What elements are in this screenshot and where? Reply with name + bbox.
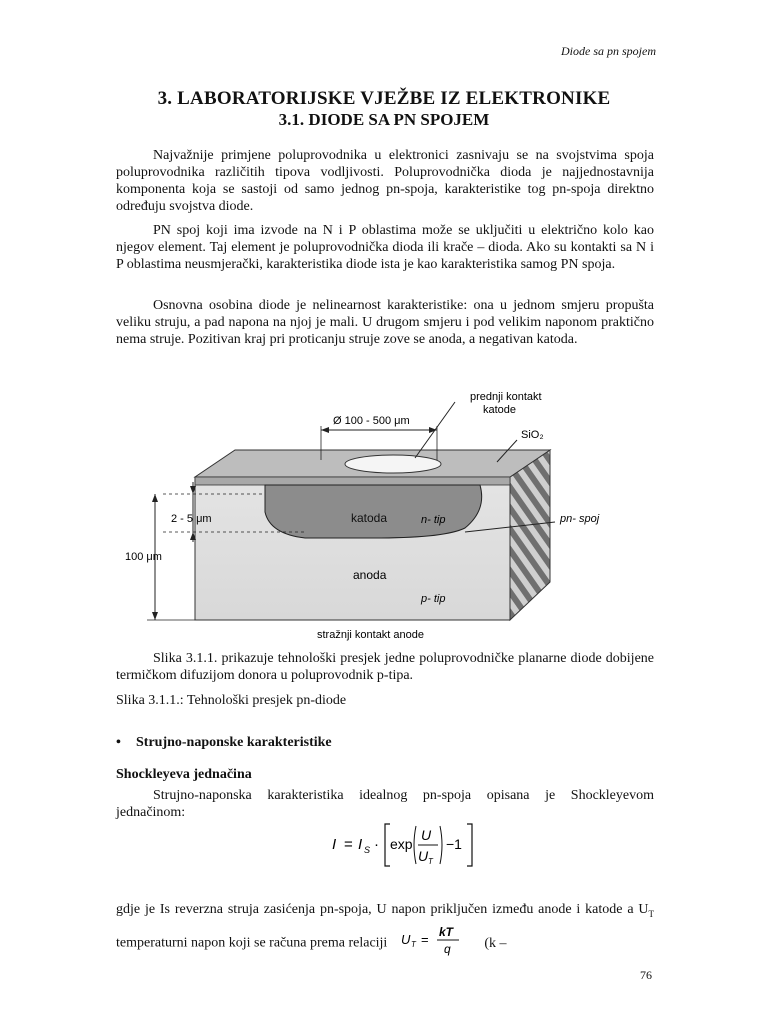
ut-relation: [399, 924, 471, 963]
eq-lhs: I: [332, 836, 337, 853]
label-p-tip: p- tip: [421, 593, 446, 605]
bullet-heading: [116, 735, 332, 751]
label-total-thickness: 100 μm: [125, 551, 162, 563]
rel-num: kT: [438, 924, 453, 939]
section-title: 3.1. DIODE SA PN SPOJEM: [278, 110, 490, 129]
label-katoda: katoda: [351, 511, 388, 525]
eq-is: I: [358, 836, 363, 853]
figure-description: Slika 3.1.1. prikazuje tehnološki presjek jedne poluprovodničke planarne diode dobijene termičkom difuzijom donora u poluprovodnik p-tipa.: [116, 651, 654, 683]
pn-diode-cross-section-figure: [125, 382, 600, 644]
label-depth: 2 - 5 μm: [171, 513, 212, 525]
paragraph-intro: Najvažnije primjene poluprovodnika u elektronici zasnivaju se na svojstvima spoja poluprovodnika različitih tipova vodljivosti. Poluprovodnička dioda je najjednostavnija komponenta koja se sastoji od samo jednog pn-spoja, karakteristike tog pn-spoja direktno određuju svojstva diode.: [116, 148, 654, 214]
closing-text-2: temperaturni napon koji se računa prema relaciji: [116, 935, 388, 951]
eq-ut: U: [418, 848, 429, 864]
shockley-heading: Shockleyeva jednačina: [116, 767, 252, 782]
eq-is-sub: S: [364, 845, 371, 855]
eq-equals: =: [344, 836, 353, 853]
paragraph-pn-spoj: PN spoj koji ima izvode na N i P oblastima može se uključiti u električno kolo kao njegov element. Taj element je poluprovodnička dioda ili krače – dioda. Ako su kontakti sa N i P oblastima neusmjerački, karakteristika diode ista je kao karakteristika samog PN spoja.: [116, 223, 654, 272]
shockley-paragraph: Strujno-naponska karakteristika idealnog pn-spoja opisana je Shockleyevom jednačinom:: [116, 788, 654, 820]
eq-u: U: [421, 827, 432, 843]
chapter-title: 3. LABORATORIJSKE VJEŽBE IZ ELEKTRONIKE: [157, 88, 611, 109]
eq-ut-sub: T: [428, 857, 433, 866]
closing-paragraph: [116, 900, 654, 963]
closing-text-1: gdje je Is reverzna struja zasićenja pn-spoja, U napon priključen između anode i katode a U: [116, 902, 649, 917]
rel-lhs: U: [400, 931, 411, 947]
running-header: Diode sa pn spojem: [561, 44, 656, 58]
shockley-equation: [330, 820, 480, 870]
label-sio2: SiO₂: [521, 429, 544, 441]
rel-den: q: [443, 941, 451, 956]
label-anoda: anoda: [353, 568, 387, 582]
closing-tail: (k –: [484, 935, 507, 951]
label-diameter: Ø 100 - 500 μm: [333, 415, 410, 427]
label-cathode-word: katode: [483, 404, 517, 416]
page-number: 76: [640, 968, 652, 982]
eq-dot: ·: [374, 836, 379, 853]
eq-minus-one: −1: [446, 836, 462, 852]
eq-exp: exp: [390, 836, 413, 852]
bullet-heading-text: Strujno-naponske karakteristike: [136, 735, 332, 750]
label-n-tip: n- tip: [421, 514, 446, 526]
label-pn-spoj: pn- spoj: [560, 513, 600, 525]
rel-equals: =: [420, 931, 429, 947]
bullet-dot-icon: •: [116, 735, 121, 750]
label-back-contact: stražnji kontakt anode: [317, 629, 425, 641]
closing-sub-t: T: [648, 908, 654, 919]
label-front-contact: prednji kontakt: [470, 391, 542, 403]
rel-lhs-sub: T: [410, 939, 416, 949]
figure-caption: Slika 3.1.1.: Tehnološki presjek pn-diode: [116, 693, 347, 708]
paragraph-osobina: Osnovna osobina diode je nelinearnost karakteristike: ona u jednom smjeru propušta veliku struju, a pad napona na njoj je mali. U drugom smjeru i pod velikim naponom praktično nema struje. Pozitivan kraj pri proticanju struje zove se anoda, a negativan katoda.: [116, 298, 654, 347]
